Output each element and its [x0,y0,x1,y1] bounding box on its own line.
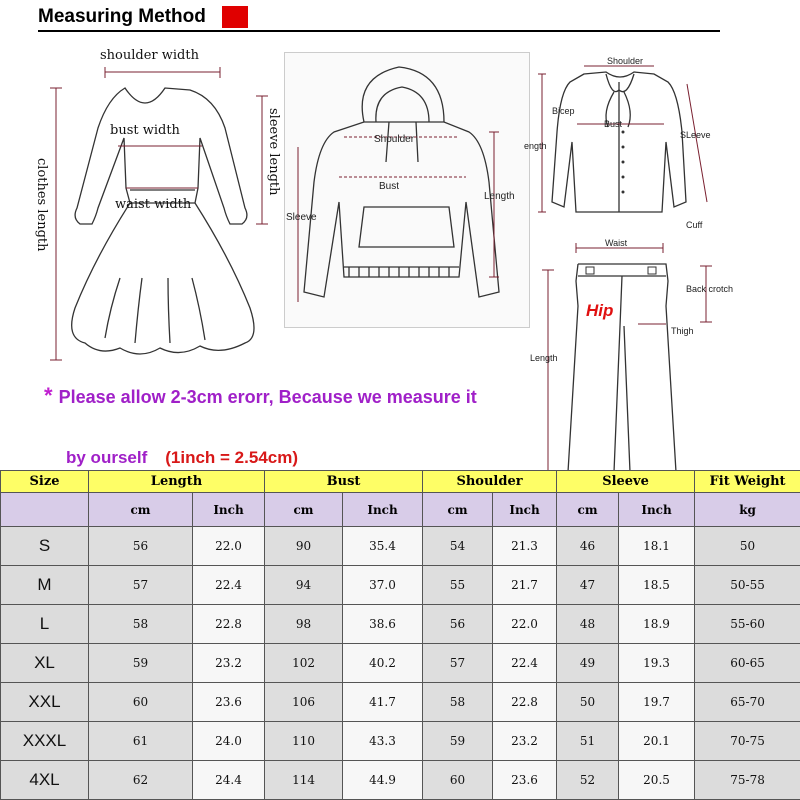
sleeve-inch-cell: 19.7 [619,683,695,722]
length-cm-cell: 58 [89,605,193,644]
bust-inch-cell: 40.2 [343,644,423,683]
unit-shoulder-inch: Inch [493,493,557,527]
tolerance-note [44,383,477,409]
clothes-length-label: clothes length [34,158,49,252]
header-bust: Bust [265,471,423,493]
bust-inch-cell: 35.4 [343,527,423,566]
size-cell: XXXL [1,722,89,761]
waist-width-label: waist width [115,197,192,212]
fit-weight-cell: 70-75 [695,722,800,761]
table-row [1,722,800,761]
sleeve-cm-cell: 52 [557,761,619,800]
title-red-block [222,6,248,28]
bust-inch-cell: 44.9 [343,761,423,800]
sleeve-cm-cell: 51 [557,722,619,761]
header-sleeve: Sleeve [557,471,695,493]
length-cm-cell: 61 [89,722,193,761]
sleeve-cm-cell: 47 [557,566,619,605]
table-row [1,761,800,800]
sleeve-inch-cell: 18.9 [619,605,695,644]
bust-inch-cell: 37.0 [343,566,423,605]
shirt-bust-label: Bust [604,119,623,129]
shoulder-inch-cell: 23.6 [493,761,557,800]
shirt-measurement-diagram [522,52,722,234]
bust-cm-cell: 114 [265,761,343,800]
shoulder-cm-cell: 56 [423,605,493,644]
unit-length-inch: Inch [193,493,265,527]
hoodie-measurement-diagram [284,52,530,328]
pants-length-label: Length [530,353,558,363]
size-chart-table [0,470,800,800]
unit-sleeve-inch: Inch [619,493,695,527]
size-cell: 4XL [1,761,89,800]
sleeve-cm-cell: 48 [557,605,619,644]
unit-bust-cm: cm [265,493,343,527]
sleeve-inch-cell: 19.3 [619,644,695,683]
header-shoulder: Shoulder [423,471,557,493]
hoodie-sleeve-label: Sleeve [286,212,317,223]
unit-blank [1,493,89,527]
pants-measurement-diagram [528,236,768,472]
length-cm-cell: 62 [89,761,193,800]
length-inch-cell: 22.4 [193,566,265,605]
pants-hip-label: Hip [586,301,614,320]
sleeve-cm-cell: 49 [557,644,619,683]
size-cell: XL [1,644,89,683]
fit-weight-cell: 50-55 [695,566,800,605]
fit-weight-cell: 75-78 [695,761,800,800]
shoulder-inch-cell: 21.3 [493,527,557,566]
table-unit-row [1,493,800,527]
hoodie-shoulder-label: Shoulder [374,134,415,145]
shirt-length-label: ength [524,141,547,151]
shoulder-width-label: shoulder width [100,48,199,63]
shirt-cuff-label: Cuff [686,220,703,230]
length-inch-cell: 23.6 [193,683,265,722]
size-cell: S [1,527,89,566]
inch-conversion-note: (1inch = 2.54cm) [165,448,299,467]
note-star: * [44,383,53,408]
length-inch-cell: 23.2 [193,644,265,683]
dress-measurement-diagram [30,38,290,368]
tolerance-note-line2 [66,448,298,468]
length-inch-cell: 24.4 [193,761,265,800]
table-header-row [1,471,800,493]
fit-weight-cell: 65-70 [695,683,800,722]
fit-weight-cell: 50 [695,527,800,566]
bust-width-label: bust width [110,123,180,138]
bust-cm-cell: 98 [265,605,343,644]
table-row [1,644,800,683]
measuring-method-title: Measuring Method [38,6,206,27]
fit-weight-cell: 60-65 [695,644,800,683]
sleeve-inch-cell: 18.1 [619,527,695,566]
bust-inch-cell: 43.3 [343,722,423,761]
shirt-shoulder-label: Shoulder [607,56,644,66]
sleeve-inch-cell: 20.1 [619,722,695,761]
header-length: Length [89,471,265,493]
header-size: Size [1,471,89,493]
pants-back-crotch-label: Back crotch [686,284,734,294]
length-cm-cell: 56 [89,527,193,566]
size-cell: L [1,605,89,644]
shirt-bicep-label: Bicep [552,106,575,116]
bust-inch-cell: 38.6 [343,605,423,644]
unit-length-cm: cm [89,493,193,527]
shoulder-inch-cell: 22.0 [493,605,557,644]
unit-bust-inch: Inch [343,493,423,527]
unit-sleeve-cm: cm [557,493,619,527]
shoulder-cm-cell: 55 [423,566,493,605]
shoulder-cm-cell: 57 [423,644,493,683]
shoulder-inch-cell: 21.7 [493,566,557,605]
length-inch-cell: 22.0 [193,527,265,566]
length-inch-cell: 22.8 [193,605,265,644]
sleeve-cm-cell: 46 [557,527,619,566]
sleeve-length-label: sleeve length [266,108,281,196]
table-row [1,683,800,722]
shirt-sleeve-label: SLeeve [680,130,711,140]
shoulder-inch-cell: 22.8 [493,683,557,722]
bust-cm-cell: 94 [265,566,343,605]
size-cell: M [1,566,89,605]
unit-weight-kg: kg [695,493,800,527]
length-inch-cell: 24.0 [193,722,265,761]
table-row [1,605,800,644]
bust-cm-cell: 90 [265,527,343,566]
shoulder-cm-cell: 59 [423,722,493,761]
shoulder-cm-cell: 60 [423,761,493,800]
length-cm-cell: 59 [89,644,193,683]
fit-weight-cell: 55-60 [695,605,800,644]
header-fit-weight: Fit Weight [695,471,800,493]
tolerance-note-text-2: by ourself [66,448,148,467]
shoulder-cm-cell: 54 [423,527,493,566]
bust-inch-cell: 41.7 [343,683,423,722]
table-row [1,527,800,566]
tolerance-note-text: Please allow 2-3cm erorr, Because we measure it [58,387,477,407]
header-divider [38,30,720,32]
table-row [1,566,800,605]
unit-shoulder-cm: cm [423,493,493,527]
length-cm-cell: 57 [89,566,193,605]
bust-cm-cell: 102 [265,644,343,683]
hoodie-length-label: Length [484,191,515,202]
hoodie-bust-label: Bust [379,181,400,192]
sleeve-cm-cell: 50 [557,683,619,722]
size-cell: XXL [1,683,89,722]
pants-waist-label: Waist [605,238,628,248]
sleeve-inch-cell: 18.5 [619,566,695,605]
pants-thigh-label: Thigh [671,326,694,336]
bust-cm-cell: 110 [265,722,343,761]
length-cm-cell: 60 [89,683,193,722]
shoulder-cm-cell: 58 [423,683,493,722]
sleeve-inch-cell: 20.5 [619,761,695,800]
shoulder-inch-cell: 22.4 [493,644,557,683]
bust-cm-cell: 106 [265,683,343,722]
shoulder-inch-cell: 23.2 [493,722,557,761]
